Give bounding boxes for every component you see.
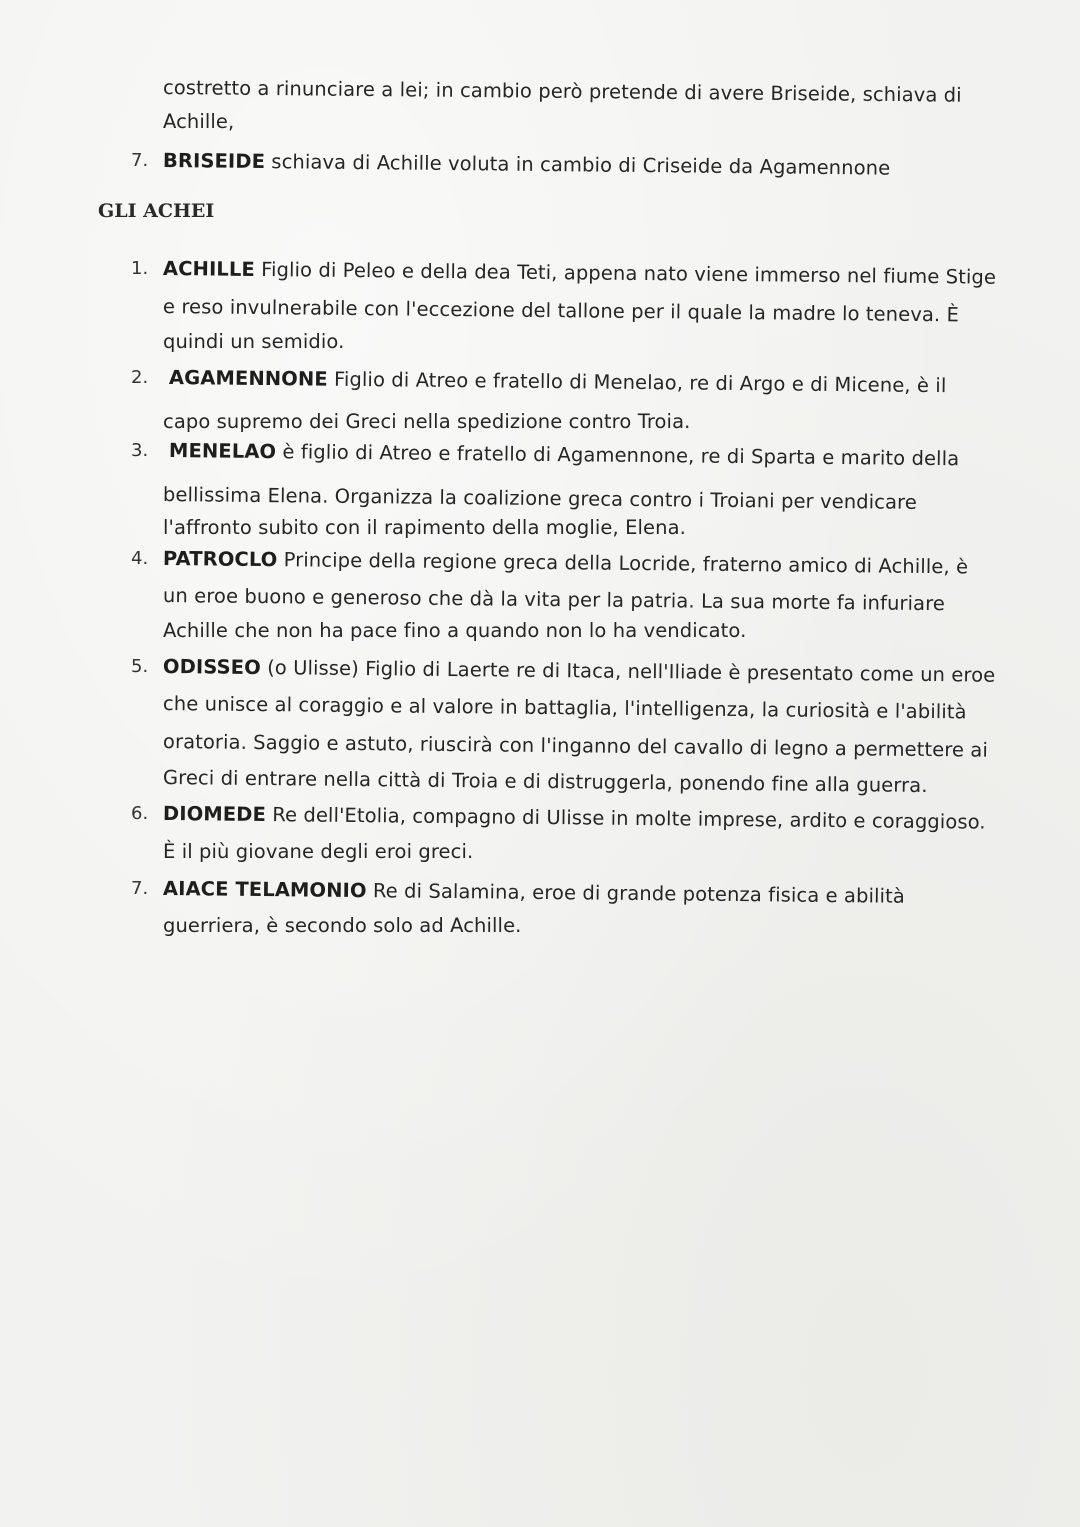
list-item-patroclo [163, 545, 968, 581]
intro-line-1: costretto a rinunciare a lei; in cambio però pretende di avere Briseide, schiava di [162, 76, 962, 107]
description-line: un eroe buono e generoso che dà la vita per la patria. La sua morte fa infuriare [162, 584, 946, 616]
description-line: Greci di entrare nella città di Troia e di distruggerla, ponendo fine alla guerra. [162, 766, 928, 798]
list-number: 1. [131, 258, 149, 279]
description-line: l'affronto subito con il rapimento della moglie, Elena. [163, 516, 686, 539]
list-item-aiace [163, 875, 905, 911]
list-number: 3. [131, 440, 149, 461]
list-number: 7. [131, 150, 149, 171]
character-description: (o Ulisse) Figlio di Laerte re di Itaca, nell'Iliade è presentato come un eroe [267, 656, 996, 687]
intro-line-2: Achille, [163, 110, 235, 133]
character-description: Re di Salamina, eroe di grande potenza fisica e abilità [372, 879, 905, 908]
list-number: 4. [131, 548, 149, 569]
list-number: 2. [131, 367, 149, 388]
character-name: DIOMEDE [162, 802, 267, 827]
character-name: BRISEIDE [162, 149, 266, 174]
description-line: guerriera, è secondo solo ad Achille. [163, 914, 522, 937]
list-number: 7. [131, 878, 149, 899]
character-description: Figlio di Peleo e della dea Teti, appena nato viene immerso nel fiume Stige [261, 258, 997, 289]
character-name: ACHILLE [162, 257, 255, 281]
character-name: MENELAO [168, 439, 277, 464]
description-line: oratoria. Saggio e astuto, riuscirà con l'inganno del cavallo di legno a permettere ai [162, 730, 989, 762]
list-item-menelao [169, 437, 959, 473]
list-item-agamennone [169, 364, 947, 400]
list-item-achille [163, 255, 996, 292]
character-description: Re dell'Etolia, compagno di Ulisse in molte imprese, ardito e coraggioso. [272, 803, 986, 834]
description-line: che unisce al coraggio e al valore in battaglia, l'intelligenza, la curiosità e l'abilità [162, 692, 967, 724]
character-description: schiava di Achille voluta in cambio di Criseide da Agamennone [271, 150, 891, 180]
list-number: 6. [131, 803, 149, 824]
character-name: AIACE TELAMONIO [162, 877, 367, 903]
list-item-diomede [163, 800, 986, 837]
list-item-odisseo [163, 653, 996, 690]
character-description: Figlio di Atreo e fratello di Menelao, re di Argo e di Micene, è il [333, 367, 947, 398]
character-name: PATROCLO [162, 547, 278, 572]
character-description: è figlio di Atreo e fratello di Agamennone, re di Sparta e marito della [282, 440, 960, 471]
description-line: e reso invulnerabile con l'eccezione del tallone per il quale la madre lo teneva. È [162, 295, 960, 327]
description-line: È il più giovane degli eroi greci. [163, 840, 474, 863]
character-name: ODISSEO [162, 655, 261, 680]
description-line: quindi un semidio. [163, 330, 345, 353]
description-line: Achille che non ha pace fino a quando non lo ha vendicato. [163, 619, 747, 642]
list-item-briseide [163, 147, 891, 183]
list-number: 5. [131, 656, 149, 677]
description-line: capo supremo dei Greci nella spedizione contro Troia. [163, 410, 691, 433]
character-name: AGAMENNONE [168, 366, 328, 391]
character-description: Principe della regione greca della Locride, fraterno amico di Achille, è [283, 548, 969, 579]
description-line: bellissima Elena. Organizza la coalizione greca contro i Troiani per vendicare [162, 483, 917, 514]
section-heading: GLI ACHEI [98, 200, 215, 222]
